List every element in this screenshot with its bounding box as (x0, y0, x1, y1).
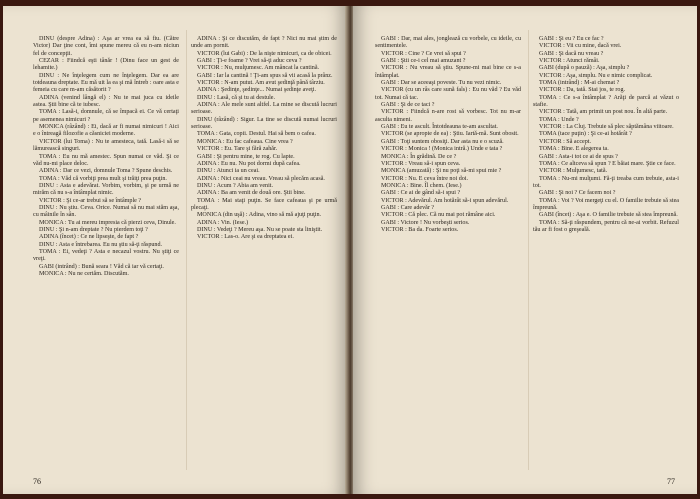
dialogue-line: GABI : Dar se aceeaşi poveste. Tu nu vezi nimic. (381, 80, 502, 87)
dialogue-line: CEZAR : Fiindcă eşti tânăr ! (Dinu face un gest de lehamite.) (33, 58, 179, 72)
dialogue-line: GABI (după o pauză) : Aşa, simplu ? (539, 65, 630, 72)
dialogue-line: GABI (intrând) : Bună seara ! Văd că iar vă certaţi. (39, 263, 164, 270)
dialogue-line: VICTOR : Vreau să-i spun ceva. (381, 160, 461, 167)
dialogue-line: GABI : Victore ! Nu vorbeşti serios. (381, 219, 470, 226)
dialogue-line: ADINA : Dar ce vezi, domnule Toma ? Spune deschis. (39, 168, 173, 175)
dialogue-line: MONICA (amuzată) : Şi nu poţi să-mi spui mie ? (381, 168, 502, 175)
dialogue-line: GABI : Şi dacă nu vreau ? (539, 50, 604, 57)
dialogue-line: GABI : Ce ai de gând să-i spui ? (381, 190, 461, 197)
dialogue-line: VICTOR : Nu. E ceva între noi doi. (381, 175, 469, 182)
dialogue-line: DINU : Asta e adevărat. Vorbim, vorbim, şi pe urmă ne mirăm că nu s-a întâmplat nimic. (33, 182, 179, 197)
dialogue-line: ADINA : Eu nu. Nu pot dormi după cafea. (197, 160, 301, 167)
dialogue-line: ADINA : Vin. (Iese.) (197, 219, 249, 226)
left-page-column-2 (191, 36, 337, 242)
dialogue-line: MONICA (râzând) : Ei, dacă ar fi numai nimicuri ! Aici e o întreagă filozofie a căsniciei moderne. (33, 124, 179, 138)
dialogue-line: VICTOR : Monica ! (Monica intră.) Unde e tata ? (381, 146, 503, 153)
dialogue-line: GABI : Asta-i tot ce ai de spus ? (539, 153, 618, 160)
dialogue-line: GABI : Iar la cantină ! Ţi-am spus să vii acasă la prânz. (197, 72, 333, 79)
dialogue-line: ADINA : Ale mele sunt altfel. La mine se discută lucruri serioase. (191, 102, 337, 116)
dialogue-line: DINU (despre Adina) : Aşa ar vrea ea să fiu. (Către Victor) Dar ţine cont, îmi spune mereu că eu n-am niciun fel de concepţii. (33, 36, 179, 57)
dialogue-line: GABI : Dar, mai ales, jonglează cu vorbele, cu ideile, cu sentimentele. (375, 36, 521, 50)
dialogue-line: TOMA : Bine. E alegerea ta. (539, 146, 609, 153)
dialogue-line: TOMA : Gata, copii. Destul. Hai să bem o cafea. (197, 131, 316, 138)
dialogue-line: VICTOR : Las-o. Are şi ea dreptatea ei. (197, 234, 294, 241)
dialogue-line: MONICA (din uşă) : Adina, vino să mă ajuţi puţin. (197, 212, 322, 219)
right-page (353, 6, 697, 494)
dialogue-line: TOMA : Unde ? (539, 116, 579, 123)
dialogue-line: TOMA : Mai staţi puţin. Se face cafeaua şi pe urmă plecaţi. (191, 197, 337, 211)
dialogue-line: VICTOR : La Cluj. Trebuie să plec săptămâna viitoare. (539, 124, 674, 131)
dialogue-line: ADINA : Nici ceai nu vreau. Vreau să plecăm acasă. (197, 175, 325, 182)
dialogue-line: DINU : Vedeţi ? Mereu aşa. Nu se poate sta liniştit. (197, 226, 323, 233)
dialogue-line: GABI : Ţi-e foame ? Vrei să-ţi aduc ceva ? (197, 58, 302, 65)
dialogue-line: VICTOR (se apropie de ea) : Ştiu. Iartă-mă. Sunt obosit. (381, 131, 519, 138)
dialogue-line: ADINA : Şi ce discutăm, de fapt ? Nici nu mai ştim de unde am pornit. (191, 36, 337, 50)
column-divider (186, 30, 187, 470)
dialogue-line: MONICA : Nu ne certăm. Discutăm. (39, 271, 129, 277)
dialogue-line: GABI : Şi eu ? Eu ce fac ? (539, 36, 604, 42)
dialogue-line: ADINA (venind lângă el) : Nu te mai juca cu ideile astea. Ştii bine că te iubesc. (33, 94, 179, 109)
dialogue-line: VICTOR : Că plec. Că nu mai pot rămâne aici. (381, 212, 496, 219)
dialogue-line: GABI : Şi pentru mine, te rog. Cu lapte. (197, 153, 295, 160)
dialogue-line: GABI : Care adevăr ? (381, 204, 435, 211)
dialogue-line: TOMA : Ce altceva să spun ? E băiat mare. Ştie ce face. (539, 160, 676, 167)
dialogue-line: DINU : Atunci ia un ceai. (197, 168, 260, 175)
left-page-column-1 (33, 36, 179, 278)
right-page-column-1 (375, 36, 521, 234)
dialogue-line: TOMA : Ei, vedeţi ? Asta e necazul vostru. Nu ştiţi ce vreţi. (33, 248, 179, 263)
dialogue-line: VICTOR : Şi ce-ar trebui să se întâmple ? (39, 197, 142, 204)
dialogue-line: TOMA : Să-ţi răspundem, pentru că ne-ai vorbit. Refuzul tău ar fi fost o greşeală. (533, 219, 679, 233)
dialogue-line: TOMA : Nu-mi mulţumi. Fă-ţi treaba cum trebuie, asta-i tot. (533, 175, 679, 189)
dialogue-line: GABI : Şi de ce taci ? (381, 102, 435, 109)
dialogue-line: VICTOR : N-am putut. Am avut şedinţă până târziu. (197, 80, 325, 87)
dialogue-line: VICTOR : Atunci rămâi. (539, 58, 600, 65)
dialogue-line: VICTOR : Tată, am primit un post nou. În altă parte. (539, 109, 668, 116)
dialogue-line: GABI : Toţi suntem obosiţi. Dar asta nu e o scuză. (381, 138, 504, 145)
dialogue-line: VICTOR : Mulţumesc, tată. (539, 168, 608, 175)
dialogue-line: DINU : Asta e întrebarea. Eu nu ştiu să-ţi răspund. (39, 241, 163, 248)
dialogue-line: TOMA (tace puţin) : Şi ce-ai hotărât ? (539, 131, 632, 138)
dialogue-line: ADINA (încet) : Ce ne lipseşte, de fapt ? (39, 234, 139, 241)
dialogue-line: VICTOR : Cine ? Ce vrei să spui ? (381, 50, 466, 57)
dialogue-line: MONICA : Tu ai mereu impresia că pierzi ceva, Dinule. (39, 219, 176, 226)
column-divider (528, 30, 529, 470)
dialogue-line: GABI : Şi noi ? Ce facem noi ? (539, 190, 616, 197)
dialogue-line: ADINA : Şedinţe, şedinţe... Numai şedinţe aveţi. (197, 87, 316, 94)
dialogue-line: VICTOR : Vii cu mine, dacă vrei. (539, 43, 622, 50)
dialogue-line: MONICA : Bine. Îl chem. (Iese.) (381, 182, 462, 189)
page-number: 77 (667, 477, 675, 486)
dialogue-line: MONICA : În grădină. De ce ? (381, 153, 457, 160)
dialogue-line: TOMA : Eu nu mă amestec. Spun numai ce văd. Şi ce văd nu-mi place deloc. (33, 153, 179, 167)
dialogue-line: TOMA : Voi ? Voi mergeţi cu el. O familie trebuie să stea împreună. (533, 197, 679, 211)
dialogue-line: TOMA : Văd că vorbiţi prea mult şi trăiţi prea puţin. (39, 175, 167, 182)
dialogue-line: GABI (încet) : Aşa e. O familie trebuie să stea împreună. (539, 212, 678, 219)
dialogue-line: VICTOR : Eu. Tare şi fără zahăr. (197, 146, 278, 153)
dialogue-line: ADINA : Ba am venit de două ore. Ştii bine. (197, 190, 306, 197)
dialogue-line: TOMA (intrând) : M-ai chemat ? (539, 80, 620, 87)
right-page-column-2 (533, 36, 679, 234)
dialogue-line: DINU : Ne înţelegem cum ne înţelegem. Dar ea are totdeauna dreptate. Eu mă uit la ea şi mă întreb : oare asta e femeia cu care m-am căsătorit ? (33, 72, 179, 94)
dialogue-line: VICTOR : Nu vreau să ştiu. Spune-mi mai bine ce s-a întâmplat. (375, 65, 521, 79)
dialogue-line: DINU (râzând) : Sigur. La tine se discută numai lucruri serioase. (191, 116, 337, 131)
dialogue-line: VICTOR : Nu, mulţumesc. Am mâncat la cantină. (197, 65, 320, 72)
dialogue-line: VICTOR (lui Gabi) : De la nişte nimicuri, ca de obicei. (197, 50, 332, 57)
dialogue-line: VICTOR (cu un râs care sună fals) : Eu nu văd ? Eu văd tot. Numai că tac. (375, 87, 521, 101)
dialogue-line: DINU : Lasă, că şi tu ai destule. (197, 94, 276, 101)
dialogue-line: GABI : Ştii ce-i cel mai amuzant ? (381, 58, 466, 65)
dialogue-line: DINU : Acum ? Abia am venit. (197, 182, 273, 189)
dialogue-line: VICTOR : Fiindcă n-are rost să vorbesc. Tot nu m-ar asculta nimeni. (375, 109, 521, 123)
dialogue-line: DINU : Nu ştiu. Ceva. Orice. Numai să nu mai stăm aşa, cu mâinile în sân. (33, 204, 179, 219)
dialogue-line: VICTOR : Aşa, simplu. Nu e nimic complicat. (539, 72, 653, 79)
left-page (3, 6, 347, 494)
dialogue-line: TOMA : Ce s-a întâmplat ? Arăţi de parcă ai văzut o stafie. (533, 94, 679, 109)
page-number: 76 (33, 477, 41, 486)
dialogue-line: MONICA : Eu fac cafeaua. Cine vrea ? (197, 138, 293, 145)
dialogue-line: VICTOR : Să accept. (539, 138, 592, 145)
dialogue-line: TOMA : Lasă-i, domnule, că se împacă ei. Ce vă certaţi pe asemenea nimicuri ? (33, 109, 179, 123)
dialogue-line: DINU : Şi n-am dreptate ? Nu pierdem toţi ? (39, 226, 148, 233)
dialogue-line: VICTOR : Ba da. Foarte serios. (381, 226, 459, 233)
dialogue-line: GABI : Eu te ascult. Întotdeauna te-am ascultat. (381, 124, 498, 131)
dialogue-line: VICTOR (lui Toma) : Nu te amesteca, tată. Lasă-i să se lămurească singuri. (33, 138, 179, 153)
dialogue-line: VICTOR : Da, tată. Stai jos, te rog. (539, 87, 626, 94)
dialogue-line: VICTOR : Adevărul. Am hotărât să-i spun adevărul. (381, 197, 509, 204)
